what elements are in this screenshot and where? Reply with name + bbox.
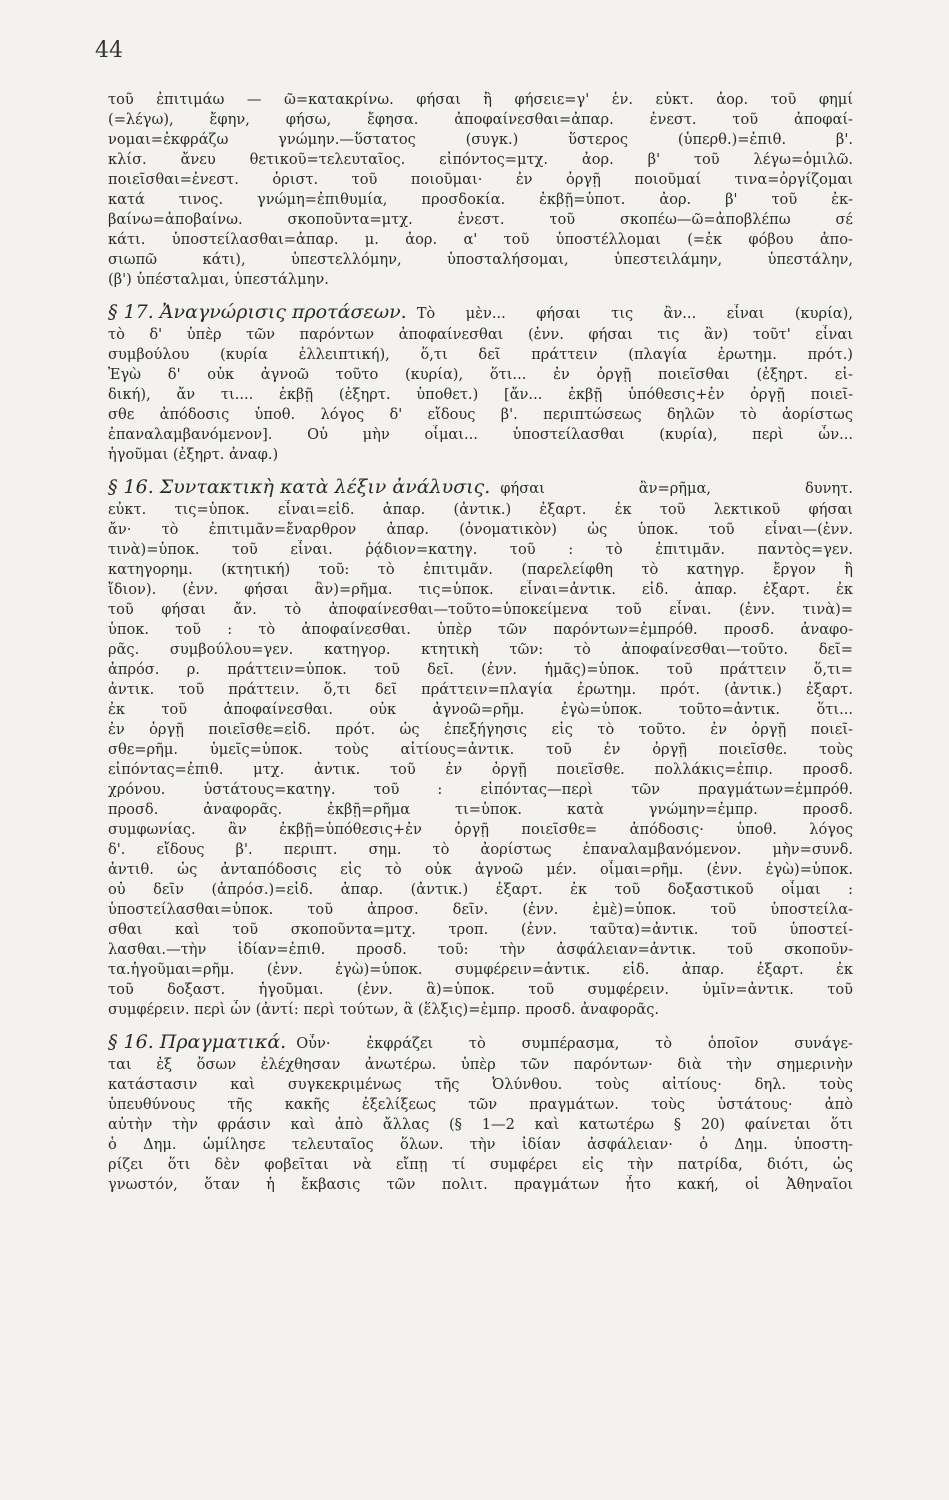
text-line: σθε=ρῆμ. ὑμεῖς=ὑποκ. τοὺς αἰτίους=ἀντικ. τοῦ ἐν ὀργῇ ποιεῖσθε. τοὺς — [108, 741, 853, 758]
text-line: συμφέρειν. περὶ ὧν (ἀντί: περὶ τούτων, ἃ (ἕλξις)=ἐμπρ. προσδ. ἀναφορᾶς. — [108, 1001, 660, 1018]
body-text — [108, 90, 853, 1195]
text-line: χρόνου. ὑστάτους=κατηγ. τοῦ : εἰπόντας—περὶ τῶν πραγμάτων=ἐμπρόθ. — [108, 781, 853, 798]
text-line: λασθαι.—τὴν ἰδίαν=ἐπιθ. προσδ. τοῦ: τὴν ἀσφάλειαν=ἀντικ. τοῦ σκοποῦν- — [108, 941, 853, 958]
text-line: ὑπευθύνους τῆς κακῆς ἐξελίξεως τῶν πραγμάτων. τοὺς ὑστάτους· ἀπὸ — [108, 1096, 853, 1113]
text-line: νομαι=ἐκφράζω γνώμην.—ὕστατος (συγκ.) ὕστερος (ὑπερθ.)=ἐπιθ. β'. — [108, 131, 853, 148]
text-line: ἐν ὀργῇ ποιεῖσθε=εἰδ. πρότ. ὡς ἐπεξήγησις εἰς τὸ τοῦτο. ἐν ὀργῇ ποιεῖ- — [108, 721, 853, 738]
section-16-syntax — [108, 474, 853, 1020]
text-line: ται ἐξ ὅσων ἐλέχθησαν ἀνωτέρω. ὑπὲρ τῶν παρόντων· διὰ τὴν σημερινὴν — [108, 1056, 853, 1073]
text-line: ἀντιθ. ὡς ἀνταπόδοσις εἰς τὸ οὐκ ἀγνοῶ μέν. οἶμαι=ρῆμ. (ἐνν. ἐγὼ)=ὑποκ. — [108, 861, 853, 878]
text-line: αὐτὴν τὴν φράσιν καὶ ἀπὸ ἄλλας (§ 1—2 καὶ κατωτέρω § 20) φαίνεται ὅτι — [108, 1116, 853, 1133]
text-line: ἴδιον). (ἐνν. φήσαι ἂν)=ρῆμα. τις=ὑποκ. εἶναι=ἀντικ. εἰδ. ἀπαρ. ἐξαρτ. ἐκ — [108, 581, 853, 598]
section-heading: § 17. Ἀναγνώρισις προτάσεων. — [108, 301, 407, 323]
section-heading: § 16. Πραγματικά. — [108, 1031, 287, 1053]
text-line: συμβούλου (κυρία ἐλλειπτική), ὅ,τι δεῖ πράττειν (πλαγία ἐρωτημ. πρότ.) — [108, 346, 853, 363]
text-line: Οὖν· ἐκφράζει τὸ συμπέρασμα, τὸ ὁποῖον συνάγε- — [296, 1035, 853, 1052]
text-line: σιωπῶ κάτι), ὑπεστελλόμην, ὑποσταλήσομαι, ὑπεστειλάμην, ὑπεστάλην, — [108, 251, 853, 268]
text-line: ρᾶς. συμβούλου=γεν. κατηγορ. κτητικὴ τῶν: τὸ ἀποφαίνεσθαι—τοῦτο. δεῖ= — [108, 641, 853, 658]
text-line: ρίζει ὅτι δὲν φοβεῖται νὰ εἴπῃ τί συμφέρει εἰς τὴν πατρίδα, διότι, ὡς — [108, 1156, 853, 1173]
text-line: ἡγοῦμαι (ἐξηρτ. ἀναφ.) — [108, 446, 279, 463]
text-line: ἄν· τὸ ἐπιτιμᾶν=ἔναρθρον ἀπαρ. (ὀνοματικὸν) ὡς ὑποκ. τοῦ εἶναι—(ἐνν. — [108, 521, 853, 538]
text-line: Τὸ μὲν... φήσαι τις ἂν... εἶναι (κυρία), — [416, 305, 853, 322]
text-line: ἐκ τοῦ ἀποφαίνεσθαι. οὐκ ἀγνοῶ=ρῆμ. ἐγὼ=ὑποκ. τοῦτο=ἀντικ. ὅτι... — [108, 701, 853, 718]
text-line: κατάστασιν καὶ συγκεκριμένως τῆς Ὀλύνθου. τοὺς αἰτίους· δηλ. τοὺς — [108, 1076, 853, 1093]
text-line: (=λέγω), ἔφην, φήσω, ἔφησα. ἀποφαίνεσθαι=ἀπαρ. ἐνεστ. τοῦ ἀποφαί- — [108, 111, 853, 128]
text-line: βαίνω=ἀποβαίνω. σκοποῦντα=μτχ. ἐνεστ. τοῦ σκοπέω—ῶ=ἀποβλέπω σέ — [108, 211, 853, 228]
text-line: ὑποστείλασθαι=ὑποκ. τοῦ ἀπροσ. δεῖν. (ἐνν. ἐμὲ)=ὑποκ. τοῦ ὑποστείλα- — [108, 901, 853, 918]
text-line: ὁ Δημ. ὡμίλησε τελευταῖος ὅλων. τὴν ἰδίαν ἀσφάλειαν· ὁ Δημ. ὑποστη- — [108, 1136, 853, 1153]
text-line: ἀπρόσ. ρ. πράττειν=ὑποκ. τοῦ δεῖ. (ἐνν. ἡμᾶς)=ὑποκ. τοῦ πράττειν ὅ,τι= — [108, 661, 853, 678]
text-line: τινὰ)=ὑποκ. τοῦ εἶναι. ῥᾴδιον=κατηγ. τοῦ : τὸ ἐπιτιμᾶν. παντὸς=γεν. — [108, 541, 853, 558]
text-line: δ'. εἴδους β'. περιπτ. σημ. τὸ ἀορίστως ἐπαναλαμβανόμενον. μὴν=συνδ. — [108, 841, 853, 858]
text-line: εἰπόντας=ἐπιθ. μτχ. ἀντικ. τοῦ ἐν ὀργῇ ποιεῖσθε. πολλάκις=ἐπιρ. προσδ. — [108, 761, 853, 778]
text-line: συμφωνίας. ἂν ἐκβῇ=ὑπόθεσις+ἐν ὀργῇ ποιεῖσθε= ἀπόδοσις· ὑποθ. λόγος — [108, 821, 853, 838]
text-line: εὐκτ. τις=ὑποκ. εἶναι=εἰδ. ἀπαρ. (ἀντικ.) ἐξαρτ. ἐκ τοῦ λεκτικοῦ φήσαι — [108, 501, 853, 518]
text-line: κατηγορημ. (κτητική) τοῦ: τὸ ἐπιτιμᾶν. (παρελείφθη τὸ κατηγρ. ἔργον ἢ — [108, 561, 853, 578]
section-17 — [108, 299, 853, 465]
text-line: Ἐγὼ δ' οὐκ ἀγνοῶ τοῦτο (κυρία), ὅτι... ἐν ὀργῇ ποιεῖσθαι (ἐξηρτ. εἰ- — [108, 366, 853, 383]
text-line: ἀντικ. τοῦ πράττειν. ὅ,τι δεῖ πράττειν=πλαγία ἐρωτημ. πρότ. (ἀντικ.) ἐξαρτ. — [108, 681, 853, 698]
text-line: προσδ. ἀναφορᾶς. ἐκβῇ=ρῆμα τι=ὑποκ. κατὰ γνώμην=ἐμπρ. προσδ. — [108, 801, 853, 818]
lexical-notes — [108, 90, 853, 290]
page-number: 44 — [95, 38, 123, 63]
text-line: ποιεῖσθαι=ἐνεστ. ὁριστ. τοῦ ποιοῦμαι· ἐν ὀργῇ ποιοῦμαί τινα=ὀργίζομαι — [108, 171, 853, 188]
text-line: κάτι. ὑποστείλασθαι=ἀπαρ. μ. ἀορ. α' τοῦ ὑποστέλλομαι (=ἐκ φόβου ἀπο- — [108, 231, 853, 248]
text-line: κλίσ. ἄνευ θετικοῦ=τελευταῖος. εἰπόντος=μτχ. ἀορ. β' τοῦ λέγω=ὁμιλῶ. — [108, 151, 853, 168]
text-line: τὸ δ' ὑπὲρ τῶν παρόντων ἀποφαίνεσθαι (ἐνν. φήσαι τις ἂν) τοῦτ' εἶναι — [108, 326, 853, 343]
text-line: σθαι καὶ τοῦ σκοποῦντα=μτχ. τροπ. (ἐνν. ταῦτα)=ἀντικ. τοῦ ὑποστεί- — [108, 921, 853, 938]
section-16-pragmatika — [108, 1029, 853, 1195]
text-line: (β') ὑπέσταλμαι, ὑπεστάλμην. — [108, 271, 329, 288]
text-line: φήσαι ἂν=ρῆμα, δυνητ. — [500, 480, 853, 497]
text-line: δική), ἄν τι.... ἐκβῇ (ἐξηρτ. ὑποθετ.) [ἄν... ἐκβῇ ὑπόθεσις+ἐν ὀργῇ ποιεῖ- — [108, 386, 853, 403]
text-line: ὑποκ. τοῦ : τὸ ἀποφαίνεσθαι. ὑπὲρ τῶν παρόντων=ἐμπρόθ. προσδ. ἀναφο- — [108, 621, 853, 638]
text-line: τοῦ δοξαστ. ἡγοῦμαι. (ἐνν. ἃ)=ὑποκ. τοῦ συμφέρειν. ὑμῖν=ἀντικ. τοῦ — [108, 981, 853, 998]
text-line: σθε ἀπόδοσις ὑποθ. λόγος δ' εἴδους β'. περιπτώσεως δηλῶν τὸ ἀορίστως — [108, 406, 853, 423]
text-line: γνωστόν, ὅταν ἡ ἔκβασις τῶν πολιτ. πραγμάτων ἦτο κακή, οἱ Ἀθηναῖοι — [108, 1176, 853, 1193]
text-line: οὐ δεῖν (ἀπρόσ.)=εἰδ. ἀπαρ. (ἀντικ.) ἐξαρτ. ἐκ τοῦ δοξαστικοῦ οἶμαι : — [108, 881, 853, 898]
section-heading: § 16. Συντακτικὴ κατὰ λέξιν ἀνάλυσις. — [108, 476, 491, 498]
text-line: τα.ἡγοῦμαι=ρῆμ. (ἐνν. ἐγὼ)=ὑποκ. συμφέρειν=ἀντικ. εἰδ. ἀπαρ. ἐξαρτ. ἐκ — [108, 961, 853, 978]
text-line: ἐπαναλαμβανόμενον]. Οὐ μὴν οἶμαι... ὑποστείλασθαι (κυρία), περὶ ὧν... — [108, 426, 853, 443]
text-line: τοῦ ἐπιτιμάω — ῶ=κατακρίνω. φήσαι ἢ φήσειε=γ' ἑν. εὐκτ. ἀορ. τοῦ φημί — [108, 91, 853, 108]
text-line: κατά τινος. γνώμη=ἐπιθυμία, προσδοκία. ἐκβῇ=ὑποτ. ἀορ. β' τοῦ ἐκ- — [108, 191, 853, 208]
text-line: τοῦ φήσαι ἄν. τὸ ἀποφαίνεσθαι—τοῦτο=ὑποκείμενα τοῦ εἶναι. (ἐνν. τινὰ)= — [108, 601, 853, 618]
